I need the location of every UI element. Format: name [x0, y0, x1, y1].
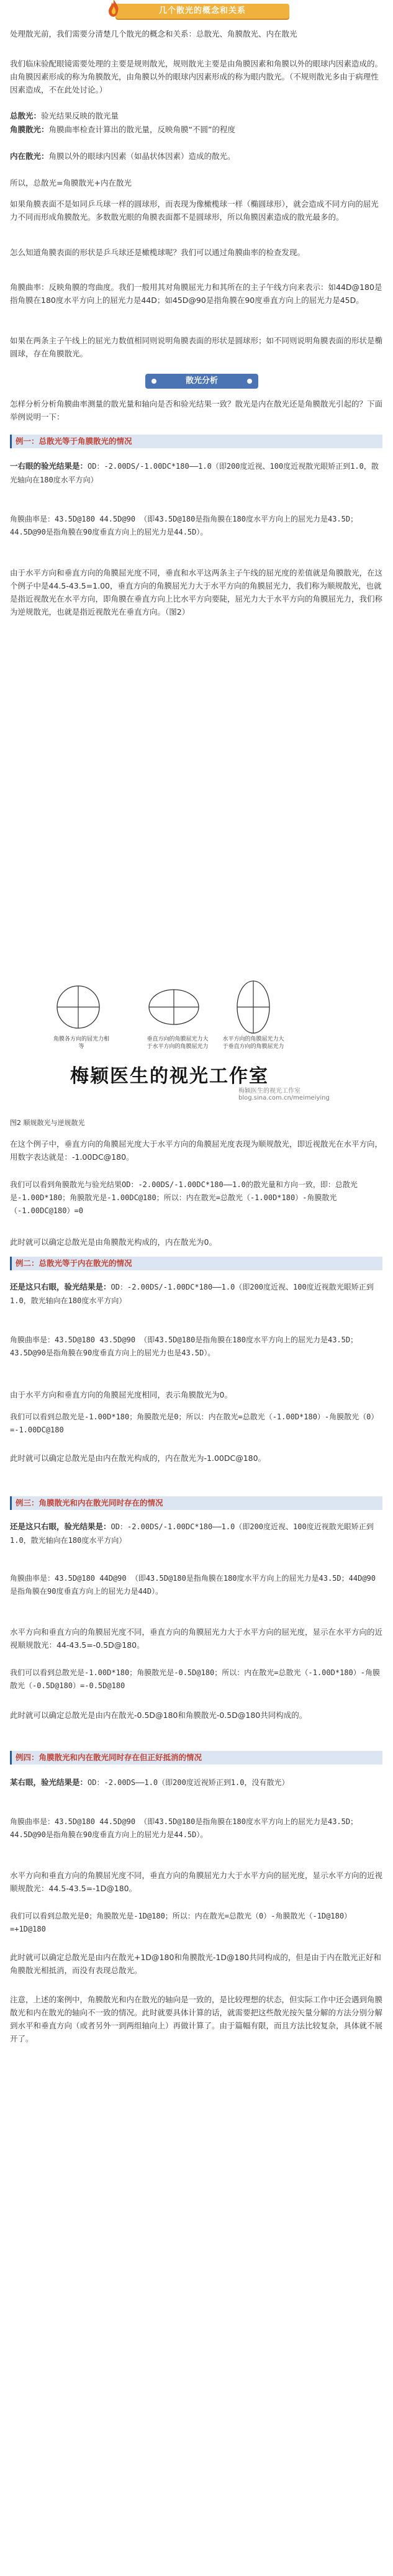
- figure-caption-against-rule: 水平方向的角膜屈光力大于垂直方向的角膜屈光力: [222, 1036, 284, 1050]
- definition-inner: [10, 150, 382, 163]
- example-4-result-label: 某右眼，验光结果是：: [10, 1778, 88, 1787]
- intro-paragraph-4: 怎么知道角膜表面的形状是乒乓球还是橄榄球呢？我们可以通过角膜曲率的检查发现。: [10, 248, 305, 257]
- example-1-analysis: 由于水平方向和垂直方向的角膜屈光度不同，垂直和水平这两条主子午线的屈光度的差值就是角膜散光，在这个例子中是44.5-43.5=1.00，垂直方向的角膜屈光力大于水平方向的角膜屈光力，我们称为顺规散光，也就是指近视散光在水平方向，即角膜在垂直方向上比水平方向要陡，屈光力大于水平方向的角膜屈光力，我们称为逆规散光，也就是指近视散光在垂直方向。（图2）: [10, 568, 383, 617]
- example-2-result-text: OD：-2.00DS/-1.00DC*180——1.0（即200度近视、100度近视散光眼矫正到1.0，散光轴向在180度水平方向）: [10, 1283, 374, 1305]
- example-4-title: 例四：角膜散光和内在散光同时存在但正好抵消的情况: [10, 1751, 382, 1765]
- watermark-blog: 梅颖医生的视光工作室 blog.sina.com.cn/meimeiying: [238, 1088, 330, 1101]
- example-2-result-label: 还是这只右眼，验光结果是：: [10, 1282, 111, 1291]
- intro-paragraph-1: 处理散光前，我们需要分清楚几个散光的概念和关系：总散光、角膜散光、内在散光: [10, 29, 297, 38]
- example-1-paragraph-1: 在这个例子中，垂直方向的角膜屈光度大于水平方向的角膜屈光度表现为顺规散光，即近视散光在水平方向，用数字表达就是：-1.00DC@180。: [10, 1139, 383, 1162]
- example-4-paragraph-2: 我们可以看到总散光是0；角膜散光是-1D@180；所以：内在散光=总散光（0）-角膜散光（-1D@180）=+1D@180: [10, 1912, 352, 1933]
- section-banner-analysis: [145, 374, 258, 389]
- definition-total-label: 总散光：: [10, 111, 42, 120]
- example-1-title: 例一：总散光等于角膜散光的情况: [10, 435, 382, 448]
- example-2-conclusion: 此时就可以确定总散光是由内在散光构成的，内在散光为-1.00DC@180。: [10, 1453, 266, 1463]
- banner-dot-icon: [247, 379, 252, 384]
- section-banner-concepts: [115, 4, 289, 19]
- example-1-paragraph-2: 我们可以看到角膜散光与验光结果OD：-2.00DS/-1.00DC*180——1.0的散光量和方向一致，即：总散光是-1.00D*180；角膜散光是-1.00DC@180；所以：内在散光=总散光（-1.00D*180）-角膜散光（-1.00DC@180）=0: [10, 1180, 358, 1215]
- banner-dot-icon: [151, 379, 156, 384]
- intro-paragraph-3: 如果角膜表面不是如同乒乓球一样的圆球形，而表现为像橄榄球一样（椭圆球形），就会造成不同方向的屈光力不同而形成角膜散光。多数散光眼的角膜表面都不是圆球形，所以角膜因素造成的散光最多的。: [10, 199, 379, 222]
- definition-total-text: 验光结果反映的散光量: [41, 111, 119, 120]
- example-3-paragraph-2: 我们可以看到总散光是-1.00D*180；角膜散光是-0.5D@180；所以：内在散光=总散光（-1.00D*180）-角膜散光（-0.5D@180）=-0.5D@180: [10, 1668, 380, 1690]
- example-1-result-label: 一右眼的验光结果是：: [10, 461, 88, 471]
- closing-note: 注意，上述的案例中，角膜散光和内在散光的轴向是一致的，是比较理想的状态，但实际工作中还会遇到角膜散光和内在散光的轴向不一致的情况。此时就要具体计算的话，就需要把这些散光按矢量分解的方法分别分解到水平和垂直方向（或者另外一到两组轴向上）再做计算了。由于篇幅有限，而且方法比较复杂，具体就不展开了。: [10, 1995, 383, 2043]
- intro-paragraph-6: 如果在两条主子午线上的屈光力数值相同则说明角膜表面的形状是圆球形；如不同则说明角膜表面的形状是椭圆球，存在角膜散光。: [10, 336, 383, 358]
- example-3-result-label: 还是这只右眼，验光结果是：: [10, 1522, 111, 1531]
- definition-total: [10, 109, 382, 122]
- watermark-text: 梅颖医生的视光工作室: [70, 1065, 269, 1087]
- section-title: 几个散光的概念和关系: [158, 6, 246, 16]
- intro-paragraph-2: 我们临床验配眼镜需要处理的主要是规则散光，规则散光主要是由角膜因素和角膜以外的眼球内因素造成的。由角膜因素形成的称为角膜散光，由角膜以外的眼球内因素形成的称为眼内散光。（不规则散光多由于病理性因素造成，不在此处讨论。）: [10, 59, 383, 94]
- definition-inner-label: 内在散光：: [10, 151, 49, 161]
- astigmatism-formula: 所以，总散光=角膜散光+内在散光: [10, 178, 132, 188]
- flame-icon: [107, 0, 120, 17]
- example-1-keratometry: 角膜曲率是：43.5D@180 44.5D@90 （即43.5D@180是指角膜在180度水平方向上的屈光力是43.5D；44.5D@90是指角膜在90度垂直方向上的屈光力是44.5D）。: [10, 515, 358, 536]
- with-the-rule-diagram: [149, 990, 199, 1024]
- definition-cornea: [10, 123, 382, 136]
- example-3-result-text: OD：-2.00DS/-1.00DC*180——1.0（即200度近视、100度近视散光眼矫正到1.0，散光轴向在180度水平方向）: [10, 1522, 374, 1545]
- example-3-result: [10, 1520, 382, 1547]
- round-cornea-diagram: [57, 986, 99, 1028]
- example-1-conclusion: 此时就可以确定总散光是由角膜散光构成的，内在散光为0。: [10, 1237, 217, 1247]
- example-2-title: 例二：总散光等于内在散光的情况: [10, 1257, 382, 1270]
- example-4-result-text: OD：-2.00DS——1.0（即200度近视矫正到1.0，没有散光）: [88, 1778, 289, 1787]
- example-4-result: [10, 1776, 382, 1789]
- figure-astigmatism-types: [5, 969, 393, 1108]
- section-title: 散光分析: [185, 376, 218, 386]
- definition-inner-text: 角膜以外的眼球内因素（如晶状体因素）造成的散光。: [48, 151, 235, 161]
- figure-caption-round: 角膜各方向的屈光力相等: [53, 1036, 110, 1050]
- example-3-keratometry: 角膜曲率是：43.5D@180 44D@90 （即43.5D@180是指角膜在180度水平方向上的屈光力是43.5D；44D@90是指角膜在90度垂直方向上的屈光力是44D）。: [10, 1574, 376, 1596]
- example-1-result: [10, 459, 382, 487]
- example-4-conclusion: 此时就可以确定总散光是由内在散光+1D@180和角膜散光-1D@180共同构成的，但是由于内在散光正好和角膜散光相抵消，而没有表现总散光。: [10, 1953, 381, 1975]
- example-2-result: [10, 1280, 382, 1308]
- analysis-intro: 怎样分析分析角膜曲率测量的散光量和轴向是否和验光结果一致？散光是内在散光还是角膜散光引起的？下面举例说明一下：: [10, 399, 383, 422]
- intro-paragraph-5: 角膜曲率：反映角膜的弯曲度。我们一般用其对角膜屈光力和其所在的主子午线方向来表示：如44D@180是指角膜在180度水平方向上的屈光力是44D；如45D@90是指角膜在90度垂直方向上的屈光力是45D。: [10, 282, 382, 305]
- example-4-analysis: 水平方向和垂直方向的角膜屈光度不同，垂直方向的角膜屈光力大于水平方向的屈光度，显示水平方向的近视顺规散光：44.5-43.5=-1D@180。: [10, 1871, 383, 1893]
- example-1-result-text: OD：-2.00DS/-1.00DC*180——1.0（即200度近视、100度近视散光眼矫正到1.0，散光轴向在180度水平方向）: [10, 462, 379, 484]
- example-2-analysis: 由于水平方向和垂直方向的角膜屈光度相同，表示角膜散光为0。: [10, 1390, 232, 1399]
- definition-cornea-label: 角膜散光：: [10, 125, 49, 134]
- example-3-analysis: 水平方向和垂直方向的角膜屈光度不同，垂直方向的角膜屈光力大于水平方向的屈光度，显示在水平方向的近视顺规散光：44-43.5=-0.5D@180。: [10, 1627, 383, 1650]
- example-2-paragraph-2: 我们可以看到总散光是-1.00D*180；角膜散光是0；所以：内在散光=总散光（-1.00D*180）-角膜散光（0）=-1.00DC@180: [10, 1412, 379, 1434]
- example-4-keratometry: 角膜曲率是：43.5D@180 44.5D@90 （即43.5D@180是指角膜在180度水平方向上的屈光力是43.5D；44.5D@90是指角膜在90度垂直方向上的屈光力是44.5D）。: [10, 1817, 358, 1839]
- figure-caption-with-rule: 垂直方向的角膜屈光力大于水平方向的角膜屈光力: [147, 1036, 209, 1050]
- example-3-conclusion: 此时就可以确定总散光是由内在散光-0.5D@180和角膜散光-0.5D@180共同构成的。: [10, 1711, 307, 1720]
- against-the-rule-diagram: [237, 981, 269, 1033]
- example-2-keratometry: 角膜曲率是：43.5D@180 43.5D@90 （即43.5D@180是指角膜在180度水平方向上的屈光力是43.5D；43.5D@90是指角膜在90度垂直方向上的屈光力也是43.5D）。: [10, 1335, 358, 1357]
- figure-label: 图2 顺规散光与逆规散光: [10, 1119, 85, 1127]
- example-3-title: 例三：角膜散光和内在散光同时存在的情况: [10, 1496, 382, 1510]
- definition-cornea-text: 角膜曲率检查计算出的散光量，反映角膜“不圆”的程度: [48, 125, 235, 134]
